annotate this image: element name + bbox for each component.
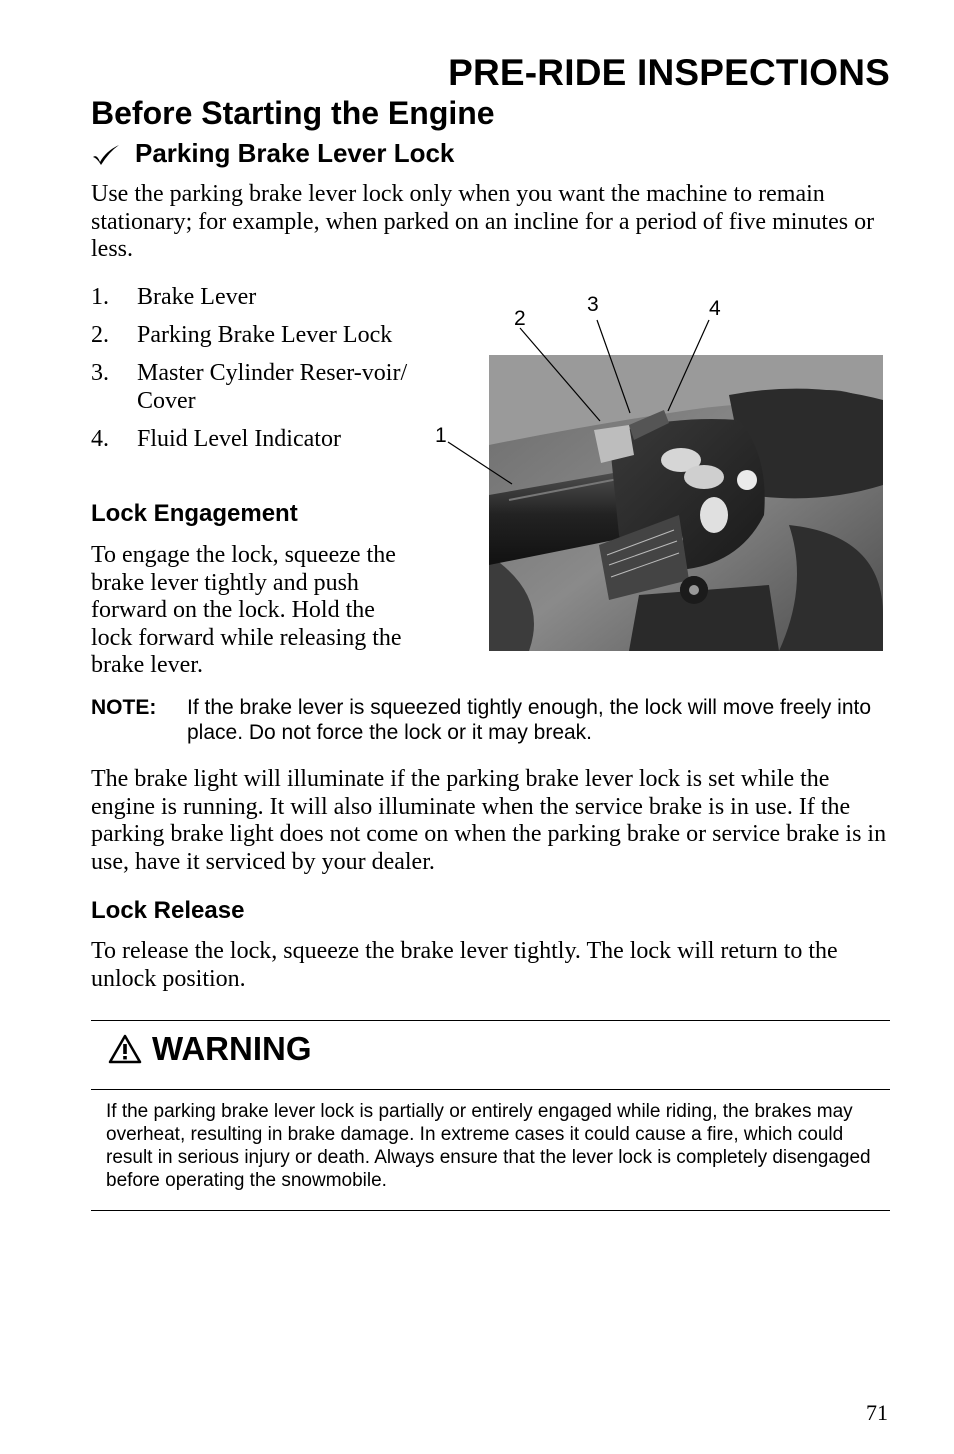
warning-mid-rule: [91, 1089, 890, 1090]
legend-number: 4.: [91, 425, 109, 452]
legend-number: 3.: [91, 360, 109, 386]
warning-title: WARNING: [152, 1030, 312, 1067]
legend-item: [91, 322, 411, 350]
callout-1: 1: [435, 424, 447, 447]
figure-callouts: [420, 285, 894, 505]
lock-engagement-text: To engage the lock, squeeze the brake lever tightly and push forward on the lock. Hold the lock forward while releasing the brake lever.: [91, 542, 402, 678]
lock-release-text: To release the lock, squeeze the brake lever tightly. The lock will return to the unlock position.: [91, 938, 838, 992]
note-label: NOTE:: [91, 696, 157, 719]
legend-number: 1.: [91, 284, 109, 310]
legend-number: 2.: [91, 322, 109, 348]
page-number: 71: [866, 1400, 888, 1425]
legend-label: Brake Lever: [137, 284, 257, 310]
figure-legend: [91, 284, 411, 464]
legend-label: Fluid Level Indicator: [137, 425, 341, 452]
checkmark-icon: [91, 143, 121, 165]
note-text: If the brake lever is squeezed tightly enough, the lock will move freely into place. Do not force the lock or it may break.: [187, 696, 872, 744]
legend-item: [91, 284, 411, 312]
page-title: Before Starting the Engine: [91, 95, 495, 131]
legend-item: [91, 360, 411, 415]
callout-3: 3: [587, 293, 599, 316]
warning-icon: [108, 1034, 142, 1064]
note-block: [91, 695, 891, 745]
warning-text: If the parking brake lever lock is partially or entirely engaged while riding, the brakes may overheat, resulting in brake damage. In extreme cases it could cause a fire, which could result in serious injury or death. Always ensure that the lever lock is completely disengaged before operating the snowmobile.: [106, 1101, 871, 1191]
intro-paragraph: Use the parking brake lever lock only when you want the machine to remain stationary; for example, when parked on an incline for a period of five minutes or less.: [91, 181, 875, 262]
callout-2: 2: [514, 307, 526, 330]
warning-heading: [108, 1030, 312, 1068]
sub-heading-text: Parking Brake Lever Lock: [135, 138, 455, 168]
callout-4: 4: [709, 297, 721, 320]
lock-engagement-heading: Lock Engagement: [91, 500, 298, 527]
warning-top-rule: [91, 1020, 890, 1021]
sub-heading: [91, 138, 454, 169]
lock-release-heading: Lock Release: [91, 897, 245, 924]
brake-light-paragraph: The brake light will illuminate if the parking brake lever lock is set while the engine is running. It will also illuminate when the service brake is in use. If the parking brake light does not come on when the parking brake or service brake is in use, have it serviced by your dealer.: [91, 766, 887, 875]
legend-item: [91, 426, 411, 454]
legend-label: Parking Brake Lever Lock: [137, 322, 393, 348]
legend-label: Master Cylinder Reser-voir/ Cover: [137, 360, 408, 414]
warning-bottom-rule: [91, 1210, 890, 1211]
section-header: PRE-RIDE INSPECTIONS: [448, 52, 890, 93]
